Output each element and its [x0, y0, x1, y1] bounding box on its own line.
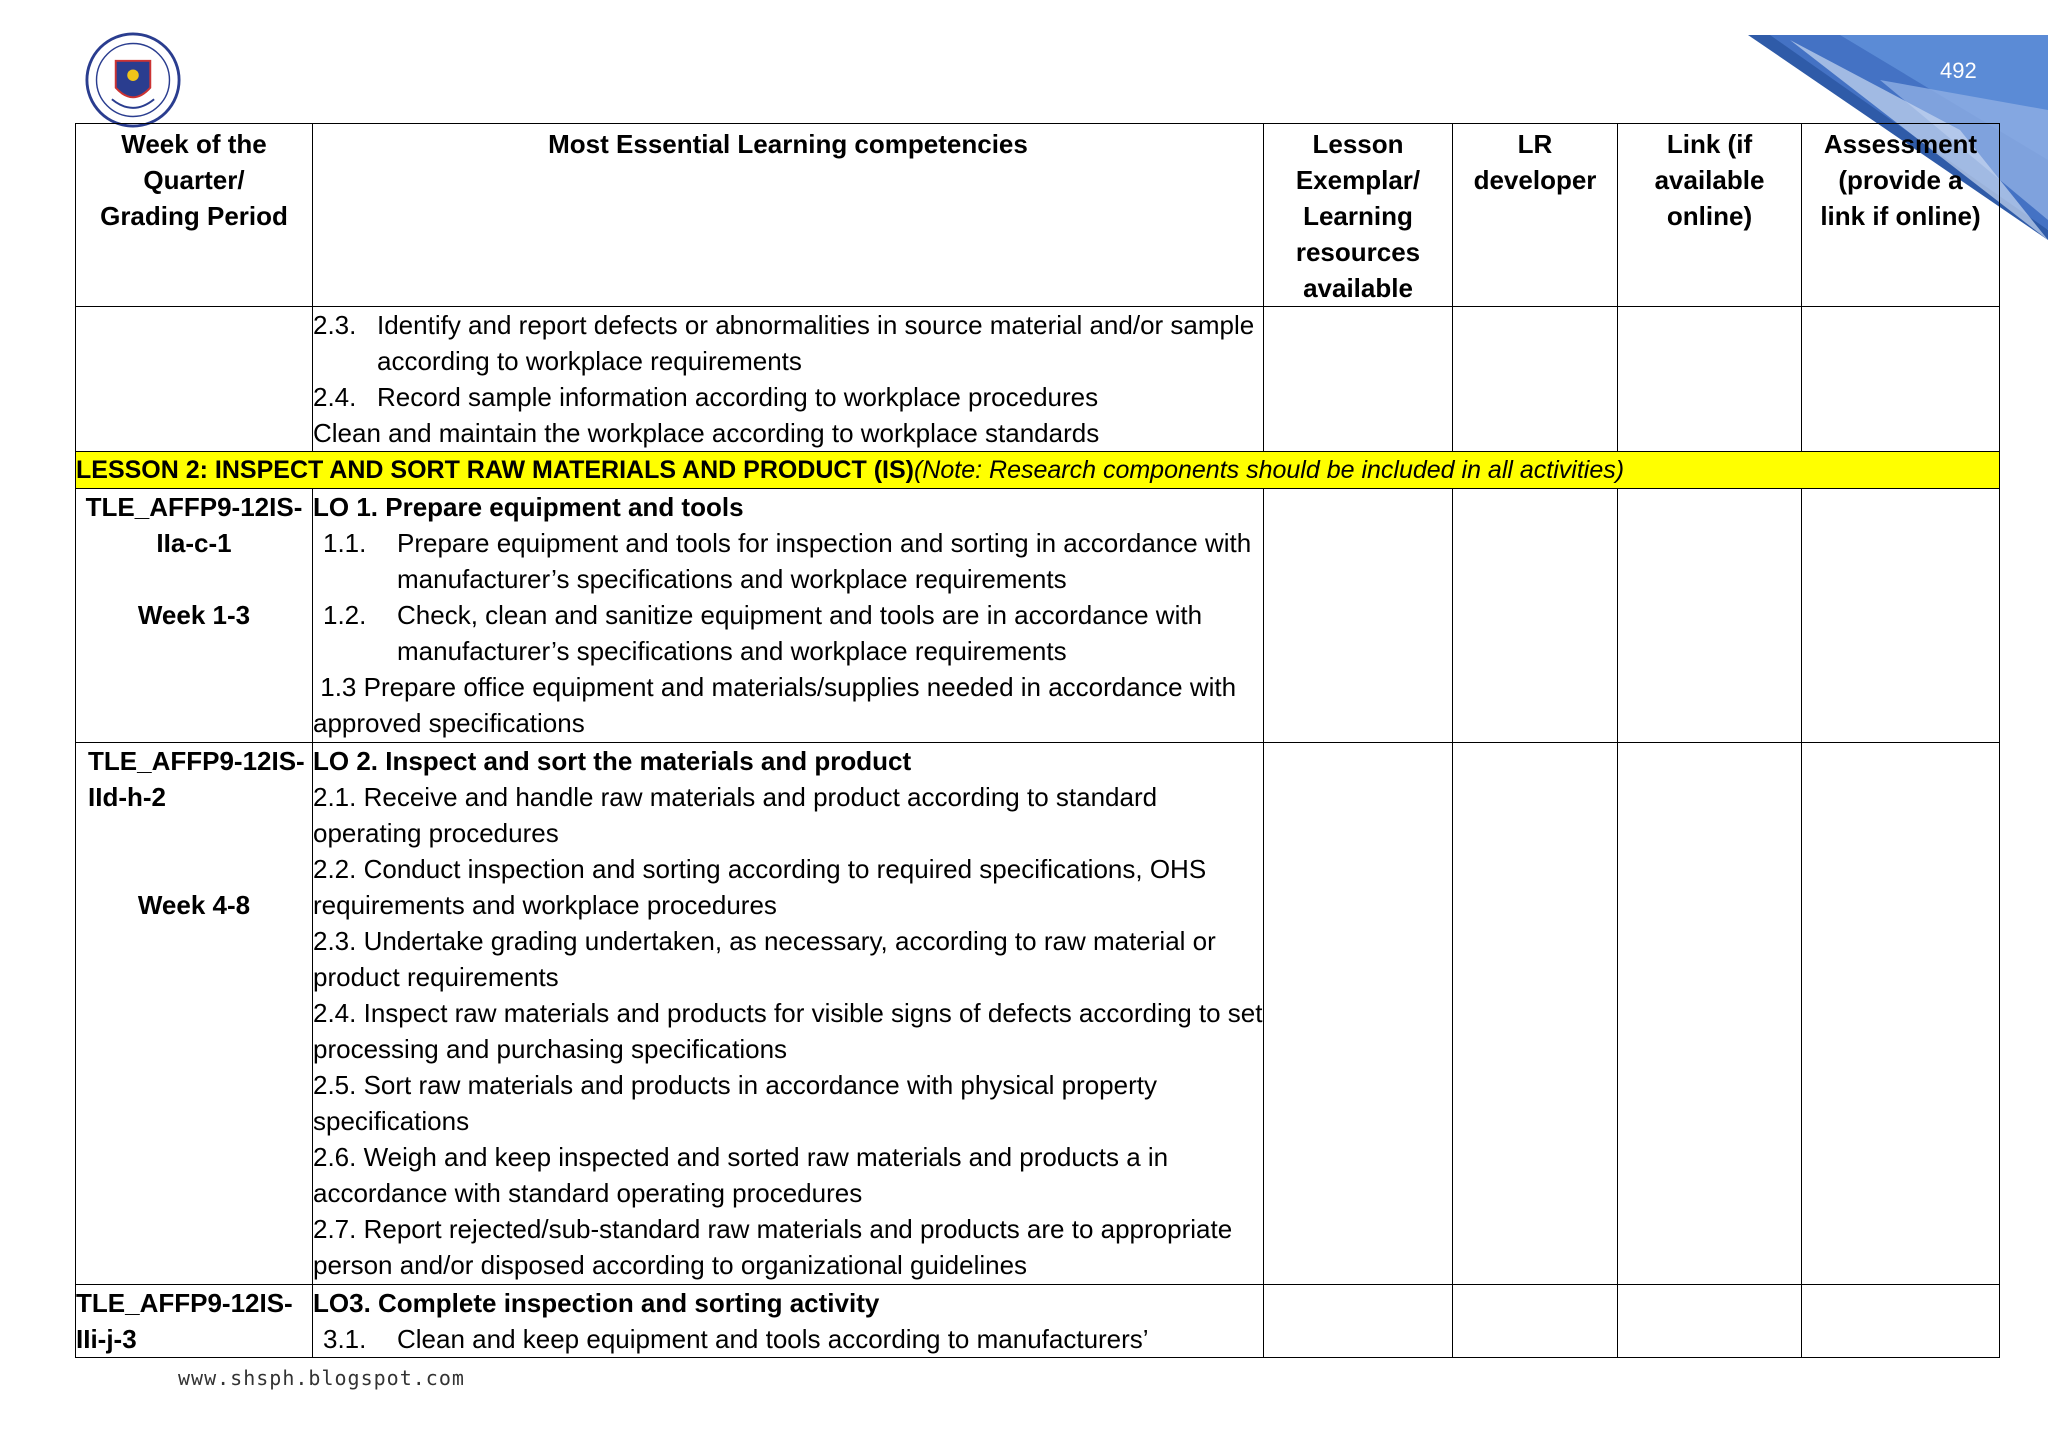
learning-outcome: LO3. Complete inspection and sorting activity	[313, 1288, 880, 1318]
footer-url[interactable]: www.shsph.blogspot.com	[178, 1366, 465, 1390]
list-item: 2.4. Record sample information according to workplace procedures	[313, 382, 1099, 412]
empty-cell	[1264, 307, 1453, 452]
week-cell: TLE_AFFP9-12IS- IIa-c-1 Week 1-3	[76, 489, 313, 743]
header-row	[76, 124, 2000, 307]
competency-cell	[313, 1285, 1264, 1358]
deped-seal-icon	[85, 32, 181, 128]
competencies-table	[75, 123, 2000, 1358]
table-row	[76, 489, 2000, 743]
empty-cell	[1453, 489, 1618, 743]
empty-cell	[1618, 307, 1802, 452]
empty-cell	[1802, 743, 2000, 1285]
table-row	[76, 307, 2000, 452]
list-item: 2.3. Undertake grading undertaken, as necessary, according to raw material or product requirements	[313, 926, 1216, 992]
empty-cell	[1264, 1285, 1453, 1358]
header-lr-developer: LR developer	[1453, 124, 1618, 307]
learning-outcome: LO 2. Inspect and sort the materials and product	[313, 746, 912, 776]
competency-cell	[313, 307, 1264, 452]
empty-cell	[1618, 1285, 1802, 1358]
list-item: 2.7. Report rejected/sub-standard raw materials and products are to appropriate person and/or disposed according to organizational guidelines	[313, 1214, 1233, 1280]
header-assessment: Assessment (provide a link if online)	[1802, 124, 2000, 307]
list-item: 1.3 Prepare office equipment and materials/supplies needed in accordance with approved specifications	[313, 672, 1244, 738]
competency-cell	[313, 489, 1264, 743]
table-row	[76, 743, 2000, 1285]
list-item: 2.3. Identify and report defects or abnormalities in source material and/or sample according to workplace requirements	[313, 310, 1255, 376]
list-item: 3.1. Clean and keep equipment and tools according to manufacturers’	[323, 1324, 1149, 1354]
table-row	[76, 1285, 2000, 1358]
empty-cell	[1802, 307, 2000, 452]
empty-cell	[1453, 307, 1618, 452]
list-item: 2.6. Weigh and keep inspected and sorted raw materials and products a in accordance with standard operating procedures	[313, 1142, 1169, 1208]
list-item: 2.1. Receive and handle raw materials and product according to standard operating procedures	[313, 782, 1158, 848]
list-item: 2.2. Conduct inspection and sorting according to required specifications, OHS requirements and workplace procedures	[313, 854, 1207, 920]
list-item: 2.4. Inspect raw materials and products for visible signs of defects according to set processing and purchasing specifications	[313, 998, 1263, 1064]
empty-cell	[1802, 489, 2000, 743]
week-cell	[76, 307, 313, 452]
list-item: 2.5. Sort raw materials and products in accordance with physical property specifications	[313, 1070, 1157, 1136]
empty-cell	[1264, 743, 1453, 1285]
header-week: Week of the Quarter/ Grading Period	[76, 124, 313, 307]
lesson-heading-row	[76, 452, 2000, 489]
week-cell: TLE_AFFP9-12IS- IId-h-2 Week 4-8	[76, 743, 313, 1285]
lesson-heading: LESSON 2: INSPECT AND SORT RAW MATERIALS AND PRODUCT (IS)(Note: Research components should be included in all activities)	[76, 452, 2000, 489]
learning-outcome: LO 1. Prepare equipment and tools	[313, 492, 744, 522]
empty-cell	[1802, 1285, 2000, 1358]
header-lesson-exemplar: Lesson Exemplar/ Learning resources available	[1264, 124, 1453, 307]
list-item: 1.2. Check, clean and sanitize equipment and tools are in accordance with manufacturer’s specifications and workplace requirements	[323, 600, 1203, 666]
empty-cell	[1453, 743, 1618, 1285]
competency-cell	[313, 743, 1264, 1285]
page-number: 492	[1940, 58, 1977, 83]
empty-cell	[1618, 743, 1802, 1285]
header-link: Link (if available online)	[1618, 124, 1802, 307]
empty-cell	[1618, 489, 1802, 743]
empty-cell	[1453, 1285, 1618, 1358]
list-item: Clean and maintain the workplace according to workplace standards	[313, 418, 1100, 448]
week-cell: TLE_AFFP9-12IS- IIi-j-3	[76, 1285, 313, 1358]
header-competencies: Most Essential Learning competencies	[313, 124, 1264, 307]
list-item: 1.1. Prepare equipment and tools for inspection and sorting in accordance with manufacturer’s specifications and workplace requirements	[323, 528, 1252, 594]
empty-cell	[1264, 489, 1453, 743]
